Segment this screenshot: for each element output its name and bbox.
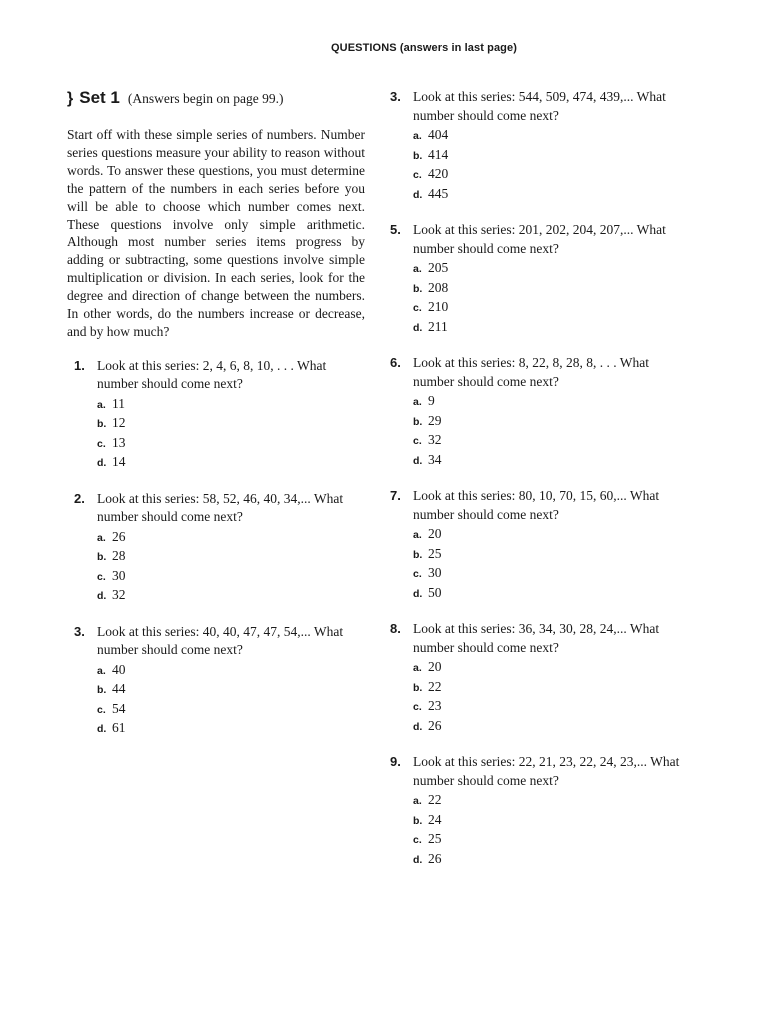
answer-option: [97, 720, 365, 740]
question-line: [67, 490, 365, 527]
answer-option: [97, 681, 365, 701]
question-number: 8.: [390, 621, 401, 636]
option-letter: c.: [413, 568, 422, 580]
option-letter: a.: [413, 396, 422, 408]
answer-option: [97, 396, 365, 416]
option-letter: c.: [97, 703, 106, 716]
option-letter: b.: [413, 814, 423, 827]
option-value: 210: [428, 299, 449, 314]
answer-option: [413, 526, 690, 546]
option-value: 32: [112, 587, 126, 603]
question-item: [67, 623, 365, 740]
set-title: Set 1: [79, 88, 120, 107]
answer-option: [413, 393, 690, 413]
option-value: 20: [428, 659, 442, 674]
option-value: 24: [428, 811, 442, 827]
set-bullet-icon: }: [67, 90, 74, 107]
right-column: [390, 88, 690, 886]
question-line: [390, 221, 690, 258]
option-letter: b.: [413, 415, 423, 428]
option-value: 13: [112, 434, 126, 450]
option-letter: c.: [413, 302, 422, 314]
option-value: 211: [428, 318, 448, 334]
answer-option: [413, 186, 690, 206]
option-letter: a.: [413, 263, 422, 275]
answer-option: [97, 529, 365, 549]
answer-option: [413, 718, 690, 738]
answer-option: [97, 662, 365, 682]
answer-options: [413, 127, 690, 205]
answer-options: [413, 260, 690, 338]
answer-option: [97, 435, 365, 455]
option-value: 14: [112, 454, 126, 470]
option-value: 30: [112, 567, 126, 583]
option-letter: d.: [413, 188, 423, 201]
option-value: 54: [112, 700, 126, 716]
option-value: 445: [428, 185, 449, 201]
question-text: Look at this series: 80, 10, 70, 15, 60,... What number should come next?: [413, 488, 660, 522]
question-line: [390, 487, 690, 524]
option-value: 414: [428, 146, 449, 162]
answer-option: [413, 831, 690, 851]
answer-option: [413, 299, 690, 319]
question-line: [390, 620, 690, 657]
option-letter: b.: [97, 551, 107, 564]
answer-option: [413, 792, 690, 812]
option-letter: a.: [413, 130, 422, 142]
option-value: 9: [428, 393, 435, 408]
question-text: Look at this series: 58, 52, 46, 40, 34,... What number should come next?: [97, 490, 344, 525]
question-text: Look at this series: 22, 21, 23, 22, 24, 23,... What number should come next?: [413, 754, 680, 788]
page-header: QUESTIONS (answers in last page): [331, 42, 517, 54]
question-line: [67, 623, 365, 660]
answer-option: [413, 319, 690, 339]
question-item: [390, 620, 690, 737]
set-note: (Answers begin on page 99.): [127, 91, 284, 106]
option-letter: a.: [413, 662, 422, 674]
answer-options: [413, 393, 690, 471]
answer-options: [97, 662, 365, 740]
option-letter: c.: [413, 169, 422, 181]
intro-paragraph: Start off with these simple series of numbers. Number series questions measure your ability to reason without words. To answer these questions, you must determine the pattern of the numbers in each series before you will be able to choose which number comes next. These questions involve only simple arithmetic. Although most number series items progress by adding or subtracting, some questions involve simple multiplication or division. In each series, look for the degree and direction of change between the numbers. In other words, do the numbers increase or decrease, and by how much?: [67, 127, 365, 339]
option-value: 32: [428, 432, 442, 447]
set-heading: [67, 88, 365, 108]
answer-option: [97, 568, 365, 588]
option-letter: b.: [413, 681, 423, 694]
option-letter: b.: [413, 548, 423, 561]
answer-option: [97, 548, 365, 568]
question-text: Look at this series: 40, 40, 47, 47, 54,... What number should come next?: [97, 623, 344, 658]
question-text: Look at this series: 36, 34, 30, 28, 24,... What number should come next?: [413, 621, 660, 655]
question-item: [390, 88, 690, 205]
option-letter: c.: [413, 435, 422, 447]
question-number: 7.: [390, 488, 401, 503]
left-column: [67, 88, 365, 756]
answer-options: [97, 396, 365, 474]
answer-option: [413, 851, 690, 871]
answer-option: [97, 415, 365, 435]
option-value: 205: [428, 260, 449, 275]
option-value: 26: [428, 850, 442, 866]
option-letter: b.: [97, 684, 107, 697]
question-line: [67, 357, 365, 394]
answer-option: [97, 701, 365, 721]
option-value: 61: [112, 720, 126, 736]
option-value: 30: [428, 565, 442, 580]
question-item: [67, 490, 365, 607]
question-text: Look at this series: 8, 22, 8, 28, 8, . . . What number should come next?: [413, 355, 649, 389]
answer-option: [413, 432, 690, 452]
question-number: 5.: [390, 222, 401, 237]
option-letter: a.: [97, 531, 106, 544]
option-letter: d.: [413, 853, 423, 866]
option-letter: b.: [413, 149, 423, 162]
right-question-list: [390, 88, 690, 870]
option-letter: c.: [413, 701, 422, 713]
option-value: 420: [428, 166, 449, 181]
option-value: 40: [112, 661, 126, 677]
option-letter: d.: [413, 587, 423, 600]
question-item: [390, 221, 690, 338]
answer-option: [413, 127, 690, 147]
option-value: 50: [428, 584, 442, 600]
option-value: 28: [112, 548, 126, 564]
option-letter: a.: [413, 529, 422, 541]
option-value: 29: [428, 412, 442, 428]
option-letter: d.: [97, 723, 107, 736]
question-text: Look at this series: 2, 4, 6, 8, 10, . . . What number should come next?: [97, 357, 327, 392]
answer-option: [413, 812, 690, 832]
option-value: 20: [428, 526, 442, 541]
option-value: 22: [428, 678, 442, 694]
option-letter: c.: [97, 570, 106, 583]
option-letter: c.: [97, 437, 106, 450]
option-value: 11: [112, 395, 125, 411]
option-value: 23: [428, 698, 442, 713]
answer-options: [413, 659, 690, 737]
question-line: [390, 354, 690, 391]
option-value: 34: [428, 451, 442, 467]
option-value: 26: [428, 717, 442, 733]
answer-option: [413, 452, 690, 472]
answer-option: [413, 585, 690, 605]
option-letter: b.: [97, 418, 107, 431]
answer-option: [413, 698, 690, 718]
answer-options: [413, 526, 690, 604]
option-value: 22: [428, 792, 442, 807]
answer-options: [97, 529, 365, 607]
option-letter: d.: [97, 457, 107, 470]
question-number: 2.: [74, 490, 85, 506]
question-number: 6.: [390, 355, 401, 370]
answer-option: [413, 413, 690, 433]
option-value: 25: [428, 831, 442, 846]
question-item: [390, 354, 690, 471]
question-text: Look at this series: 201, 202, 204, 207,... What number should come next?: [413, 222, 666, 256]
option-letter: c.: [413, 834, 422, 846]
answer-option: [413, 659, 690, 679]
answer-option: [413, 679, 690, 699]
question-number: 3.: [390, 89, 401, 104]
answer-option: [413, 147, 690, 167]
question-line: [390, 88, 690, 125]
question-item: [390, 487, 690, 604]
question-item: [67, 357, 365, 474]
answer-option: [413, 166, 690, 186]
answer-option: [413, 565, 690, 585]
question-item: [390, 753, 690, 870]
answer-options: [413, 792, 690, 870]
option-value: 25: [428, 545, 442, 561]
option-value: 44: [112, 681, 126, 697]
answer-option: [413, 260, 690, 280]
question-text: Look at this series: 544, 509, 474, 439,... What number should come next?: [413, 89, 666, 123]
option-letter: d.: [413, 321, 423, 334]
option-value: 404: [428, 127, 449, 142]
option-letter: d.: [413, 454, 423, 467]
answer-option: [413, 546, 690, 566]
option-letter: a.: [413, 795, 422, 807]
answer-option: [413, 280, 690, 300]
option-letter: b.: [413, 282, 423, 295]
question-line: [390, 753, 690, 790]
answer-option: [97, 454, 365, 474]
option-letter: a.: [97, 398, 106, 411]
question-number: 3.: [74, 623, 85, 639]
option-letter: d.: [413, 720, 423, 733]
question-number: 1.: [74, 357, 85, 373]
option-letter: a.: [97, 664, 106, 677]
option-value: 12: [112, 415, 126, 431]
option-letter: d.: [97, 590, 107, 603]
question-number: 9.: [390, 754, 401, 769]
left-question-list: [67, 357, 365, 740]
answer-option: [97, 587, 365, 607]
option-value: 26: [112, 528, 126, 544]
option-value: 208: [428, 279, 449, 295]
